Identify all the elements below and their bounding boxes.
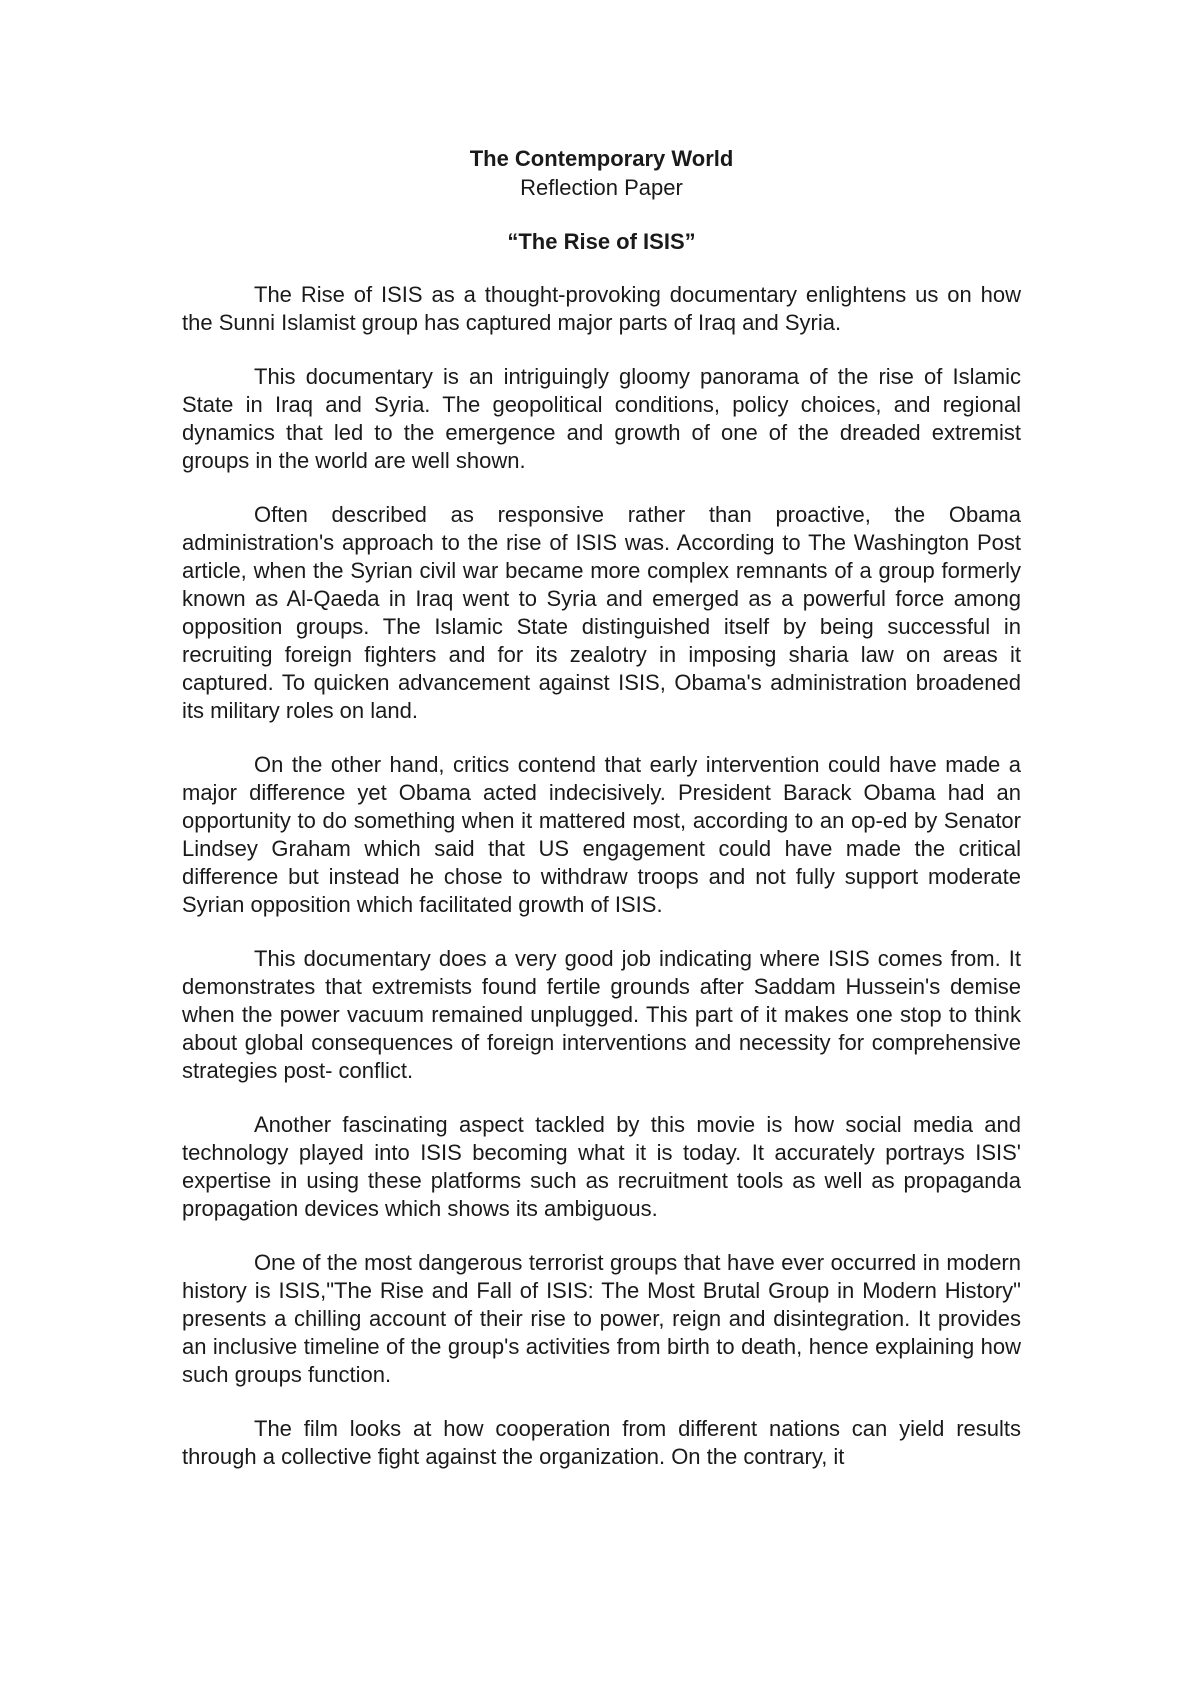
course-title: The Contemporary World [469, 146, 734, 171]
paragraph: On the other hand, critics contend that early intervention could have made a major difference yet Obama acted indecisively. President Barack Obama had an opportunity to do something when it mattered most, according to an op-ed by Senator Lindsey Graham which said that US engagement could have made the critical difference but instead he chose to withdraw troops and not fully support moderate Syrian opposition which facilitated growth of ISIS. [182, 752, 1021, 917]
paragraph: Often described as responsive rather than proactive, the Obama administration's approach to the rise of ISIS was. According to The Washington Post article, when the Syrian civil war became more complex remnants of a group formerly known as Al-Qaeda in Iraq went to Syria and emerged as a powerful force among opposition groups. The Islamic State distinguished itself by being successful in recruiting foreign fighters and for its zealotry in imposing sharia law on areas it captured. To quicken advancement against ISIS, Obama's administration broadened its military roles on land. [182, 502, 1021, 723]
document-type: Reflection Paper [520, 175, 683, 200]
paragraph: Another fascinating aspect tackled by this movie is how social media and technology played into ISIS becoming what it is today. It accurately portrays ISIS' expertise in using these platforms such as recruitment tools as well as propaganda propagation devices which shows its ambiguous. [182, 1112, 1021, 1221]
paragraph: One of the most dangerous terrorist groups that have ever occurred in modern history is ISIS,"The Rise and Fall of ISIS: The Most Brutal Group in Modern History" presents a chilling account of their rise to power, reign and disintegration. It provides an inclusive timeline of the group's activities from birth to death, hence explaining how such groups function. [182, 1250, 1021, 1387]
paragraph: The Rise of ISIS as a thought-provoking documentary enlightens us on how the Sunni Islamist group has captured major parts of Iraq and Syria. [182, 282, 1021, 335]
paragraph: This documentary is an intriguingly gloomy panorama of the rise of Islamic State in Iraq and Syria. The geopolitical conditions, policy choices, and regional dynamics that led to the emergence and growth of one of the dreaded extremist groups in the world are well shown. [182, 364, 1021, 473]
document-body [182, 144, 1021, 1471]
paragraph: The film looks at how cooperation from different nations can yield results through a collective fight against the organization. On the contrary, it [182, 1416, 1021, 1469]
paragraph: This documentary does a very good job indicating where ISIS comes from. It demonstrates that extremists found fertile grounds after Saddam Hussein's demise when the power vacuum remained unplugged. This part of it makes one stop to think about global consequences of foreign interventions and necessity for comprehensive strategies post- conflict. [182, 946, 1021, 1083]
essay-title: “The Rise of ISIS” [507, 229, 696, 254]
